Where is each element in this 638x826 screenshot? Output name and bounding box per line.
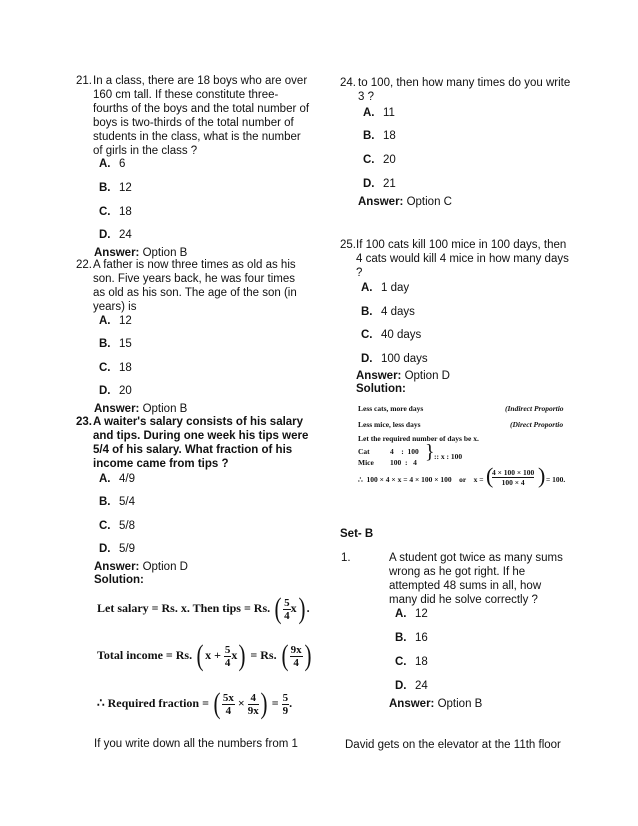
option-b: B. 4 days	[361, 306, 415, 318]
answer: Answer: Option B	[94, 403, 188, 415]
solution-label: Solution:	[94, 574, 144, 586]
option-a: A. 4/9	[99, 473, 135, 485]
question-line: 3 ?	[358, 91, 374, 103]
question-text	[93, 74, 309, 158]
option-b: B. 12	[99, 182, 132, 194]
question-line: If 100 cats kill 100 mice in 100 days, then	[356, 239, 567, 251]
option-d: D. 20	[99, 385, 132, 397]
answer: Answer: Option C	[358, 196, 452, 208]
answer: Answer: Option B	[389, 698, 483, 710]
solution-tag: (Direct Proportio	[510, 420, 564, 429]
question-number: 23.	[76, 416, 92, 428]
question-line: son. Five years back, he was four times	[93, 273, 295, 285]
solution-label: Solution:	[356, 383, 406, 395]
answer: Answer: Option B	[94, 247, 188, 259]
solution-line: Let the required number of days be x.	[358, 434, 479, 443]
question-line: wrong as he got right. If he	[389, 566, 526, 578]
solution-values-cat: 4 : 100	[390, 447, 419, 456]
solution-label-cat: Cat	[358, 447, 370, 456]
question-number: 24.	[340, 77, 356, 89]
option-b: B. 15	[99, 338, 132, 350]
solution-ratio: :: x : 100	[434, 452, 463, 461]
option-c: C. 20	[363, 154, 396, 166]
brace-icon: }	[425, 441, 435, 463]
option-a: A. 12	[395, 608, 428, 620]
question-line: as old as his son. The age of the son (in	[93, 287, 297, 299]
solution-equation-3: ∴ Required fraction = ( $\frac{5x}{4}$ × $\frac{4}{9x}$ ) = $\frac{5}{9}$ .	[97, 687, 293, 720]
solution-tag: (Indirect Proportio	[505, 404, 564, 413]
question-number: 22.	[76, 259, 92, 271]
option-d: D. 24	[99, 229, 132, 241]
question-line: and tips. During one week his tips were	[93, 430, 309, 442]
question-line: fourths of the boys and the total number of	[93, 103, 310, 115]
question-line: ?	[356, 267, 363, 279]
answer: Answer: Option D	[94, 561, 188, 573]
question-number: 21.	[76, 75, 92, 87]
option-d: D. 21	[363, 178, 396, 190]
footer-text: David gets on the elevator at the 11th floor	[345, 739, 561, 751]
option-b: B. 5/4	[99, 496, 135, 508]
question-line: students in the class, what is the number	[93, 131, 301, 143]
option-b: B. 18	[363, 130, 396, 142]
question-line: In a class, there are 18 boys who are over	[93, 75, 308, 87]
solution-label-mice: Mice	[358, 458, 374, 467]
question-text	[389, 551, 563, 607]
question-text	[358, 76, 570, 104]
answer: Answer: Option D	[356, 370, 450, 382]
question-text	[93, 258, 297, 314]
question-text	[356, 238, 569, 280]
solution-line: Less cats, more days	[358, 404, 424, 413]
question-line: 4 cats would kill 4 mice in how many days	[356, 253, 569, 265]
question-number: 25.	[340, 239, 356, 251]
question-line: 5/4 of his salary. What fraction of his	[93, 444, 293, 456]
footer-text: If you write down all the numbers from 1	[94, 738, 298, 750]
question-line: attempted 48 sums in all, how	[389, 580, 542, 592]
question-line: to 100, then how many times do you write	[358, 77, 571, 89]
question-line: A waiter's salary consists of his salary	[93, 416, 304, 428]
question-line: years) is	[93, 301, 137, 313]
option-a: A. 6	[99, 158, 126, 170]
solution-values-mice: 100 : 4	[390, 458, 417, 467]
solution-fraction: 4 × 100 × 100 100 × 4	[492, 468, 535, 487]
option-a: A. 1 day	[361, 282, 410, 294]
question-line: income came from tips ?	[93, 458, 229, 470]
option-c: C. 18	[99, 206, 132, 218]
question-line: A student got twice as many sums	[389, 552, 563, 564]
option-a: A. 11	[363, 107, 395, 119]
option-c: C. 5/8	[99, 520, 135, 532]
option-c: C. 18	[99, 362, 132, 374]
solution-line: Less mice, less days	[358, 420, 421, 429]
solution-equation-1: Let salary = Rs. x. Then tips = Rs. ( $\frac{5}{4}$ x) .	[97, 592, 310, 625]
solution-equation: ∴ 100 × 4 × x = 4 × 100 × 100 or x =	[358, 475, 484, 484]
section-heading: Set- B	[340, 528, 374, 540]
question-text	[93, 415, 308, 471]
option-c: C. 40 days	[361, 329, 422, 341]
paren-close-icon: )	[538, 463, 546, 488]
option-a: A. 12	[99, 315, 132, 327]
option-d: D. 5/9	[99, 543, 135, 555]
question-line: many did he solve correctly ?	[389, 594, 538, 606]
solution-result: = 100.	[546, 475, 566, 484]
question-number: 1.	[341, 552, 351, 564]
option-d: D. 24	[395, 680, 428, 692]
question-line: boys is two-thirds of the total number of	[93, 117, 294, 129]
solution-equation-2: Total income = Rs. ( x + $\frac{5}{4}$ x) = Rs. ( $\frac{9x}{4}$ )	[97, 639, 312, 672]
question-line: of girls in the class ?	[93, 145, 198, 157]
question-line: A father is now three times as old as his	[93, 259, 296, 271]
question-line: 160 cm tall. If these constitute three-	[93, 89, 279, 101]
option-d: D. 100 days	[361, 353, 428, 365]
option-b: B. 16	[395, 632, 428, 644]
paren-open-icon: (	[486, 463, 494, 488]
option-c: C. 18	[395, 656, 428, 668]
